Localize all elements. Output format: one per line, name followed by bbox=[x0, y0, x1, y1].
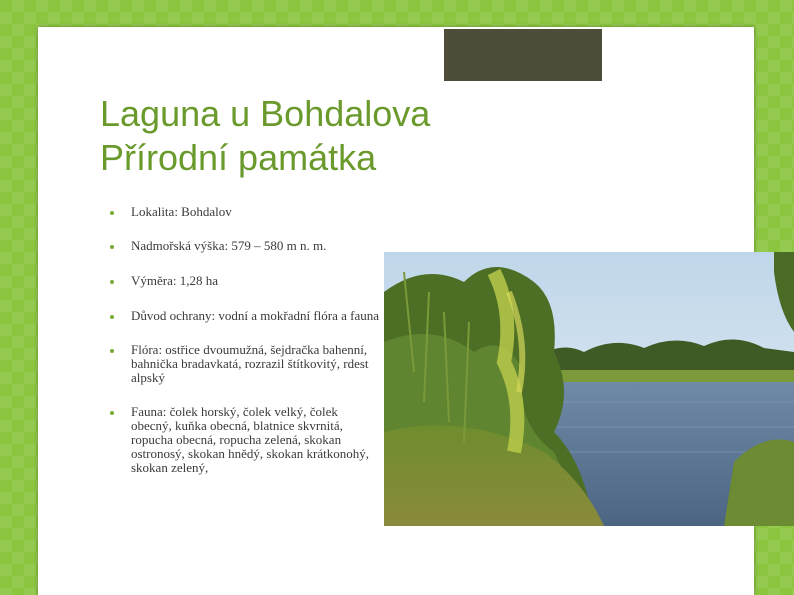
bullet-item bbox=[110, 309, 380, 323]
decorative-tab bbox=[436, 27, 610, 89]
bullet-text: Nadmořská výška: 579 – 580 m n. m. bbox=[131, 238, 327, 253]
bullet-text: Výměra: 1,28 ha bbox=[131, 273, 219, 288]
bullet-dot-icon bbox=[110, 349, 114, 353]
bullet-text: Flóra: ostřice dvoumužná, šejdračka bahenní, bahnička bradavkatá, rozrazil štítkovitý, rdest alpský bbox=[131, 342, 369, 385]
bullet-item bbox=[110, 343, 380, 385]
slide-title bbox=[100, 92, 520, 180]
bullet-text: Důvod ochrany: vodní a mokřadní flóra a fauna bbox=[131, 308, 380, 323]
bullet-dot-icon bbox=[110, 280, 114, 284]
bullet-text: Lokalita: Bohdalov bbox=[131, 204, 232, 219]
bullet-item bbox=[110, 405, 380, 475]
bullet-item bbox=[110, 274, 380, 288]
bullet-dot-icon bbox=[110, 315, 114, 319]
bullet-list bbox=[110, 202, 380, 475]
title-line-1: Laguna u Bohdalova bbox=[100, 93, 431, 134]
bullet-dot-icon bbox=[110, 411, 114, 415]
bullet-dot-icon bbox=[110, 245, 114, 249]
bullet-dot-icon bbox=[110, 211, 114, 215]
bullet-text: Fauna: čolek horský, čolek velký, čolek obecný, kuňka obecná, blatnice skvrnitá, ropucha obecná, ropucha zelená, skokan ostronosý, skokan hnědý, skokan krátkonohý, skokan zelený, bbox=[131, 404, 369, 475]
pond-landscape-image bbox=[384, 252, 794, 526]
pond-photo bbox=[384, 252, 794, 526]
bullet-item bbox=[110, 239, 380, 253]
bullet-item bbox=[110, 205, 380, 219]
title-line-2: Přírodní památka bbox=[100, 137, 377, 178]
